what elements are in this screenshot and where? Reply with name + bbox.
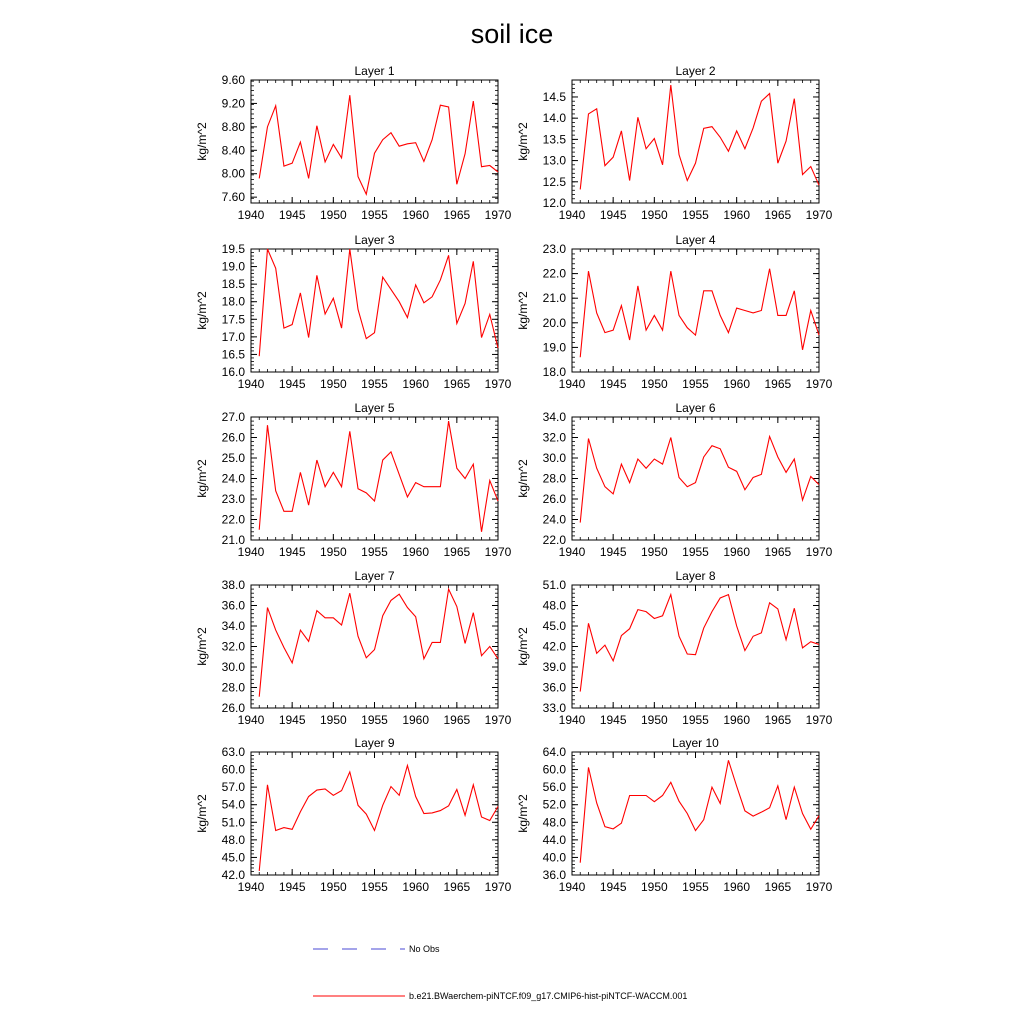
y-tick-label: 16.5 — [221, 347, 245, 362]
x-tick-label: 1955 — [682, 713, 709, 727]
x-tick-label: 1970 — [805, 377, 833, 391]
x-tick-label: 1960 — [723, 880, 751, 894]
plot-frame — [251, 752, 498, 875]
y-tick-label: 44.0 — [542, 832, 566, 847]
y-tick-label: 48.0 — [542, 598, 566, 613]
y-axis-label: kg/m^2 — [516, 627, 530, 666]
chart-panel-6 — [516, 401, 833, 559]
x-tick-label: 1960 — [402, 880, 430, 894]
y-axis-label: kg/m^2 — [195, 794, 209, 833]
series-line — [580, 436, 819, 522]
y-tick-label: 45.0 — [221, 850, 245, 865]
y-tick-label: 18.0 — [542, 365, 566, 379]
series-line — [580, 269, 819, 358]
x-tick-label: 1970 — [484, 377, 512, 391]
y-axis-label: kg/m^2 — [516, 794, 530, 833]
y-tick-label: 48.0 — [221, 832, 245, 847]
x-tick-label: 1945 — [278, 880, 306, 894]
y-tick-label: 32.0 — [542, 430, 566, 445]
y-tick-label: 9.20 — [221, 96, 245, 111]
y-tick-label: 16.0 — [221, 365, 245, 379]
y-tick-label: 28.0 — [542, 471, 566, 486]
x-tick-label: 1965 — [443, 377, 471, 391]
y-tick-label: 28.0 — [221, 680, 245, 695]
y-tick-label: 30.0 — [542, 451, 566, 465]
plot-frame — [572, 80, 819, 203]
y-tick-label: 7.60 — [221, 190, 245, 205]
x-tick-label: 1955 — [361, 713, 388, 727]
figure-title: soil ice — [470, 19, 554, 49]
x-tick-label: 1945 — [599, 713, 627, 727]
x-tick-label: 1950 — [319, 545, 347, 559]
y-tick-label: 26.0 — [221, 701, 245, 715]
chart-panel-8 — [516, 569, 833, 727]
plot-frame — [572, 752, 819, 875]
x-tick-label: 1960 — [723, 208, 751, 222]
x-tick-label: 1970 — [484, 208, 512, 222]
series-line — [259, 421, 498, 532]
plot-frame — [251, 585, 498, 708]
y-tick-label: 36.0 — [221, 598, 245, 613]
plot-frame — [251, 417, 498, 540]
y-tick-label: 9.60 — [221, 73, 245, 87]
y-tick-label: 51.0 — [221, 815, 245, 830]
x-tick-label: 1950 — [640, 713, 668, 727]
series-line — [259, 589, 498, 697]
y-tick-label: 18.5 — [221, 277, 245, 292]
y-tick-label: 24.0 — [221, 471, 245, 486]
chart-panel-9 — [195, 736, 512, 894]
y-tick-label: 33.0 — [542, 701, 566, 715]
panel-title: Layer 1 — [354, 64, 395, 78]
x-tick-label: 1960 — [723, 713, 751, 727]
x-tick-label: 1940 — [237, 377, 265, 391]
panel-title: Layer 6 — [675, 401, 716, 415]
x-tick-label: 1970 — [805, 545, 833, 559]
x-tick-label: 1960 — [402, 377, 430, 391]
x-tick-label: 1965 — [764, 377, 792, 391]
x-tick-label: 1970 — [484, 545, 512, 559]
y-tick-label: 36.0 — [542, 680, 566, 695]
y-tick-label: 20.0 — [542, 315, 566, 330]
y-tick-label: 32.0 — [221, 639, 245, 654]
x-tick-label: 1955 — [682, 208, 709, 222]
y-tick-label: 14.0 — [542, 111, 566, 126]
panel-title: Layer 5 — [354, 401, 395, 415]
chart-panel-1 — [195, 64, 512, 222]
chart-panel-3 — [195, 233, 512, 391]
plot-frame — [251, 80, 498, 203]
y-tick-label: 34.0 — [221, 619, 245, 633]
x-tick-label: 1945 — [278, 377, 306, 391]
y-tick-label: 22.0 — [542, 533, 566, 547]
x-tick-label: 1960 — [402, 545, 430, 559]
y-tick-label: 51.0 — [542, 578, 566, 592]
x-tick-label: 1940 — [558, 545, 586, 559]
y-axis-label: kg/m^2 — [195, 291, 209, 330]
y-tick-label: 52.0 — [542, 797, 566, 812]
chart-panel-10 — [516, 736, 833, 894]
y-tick-label: 14.5 — [542, 89, 566, 104]
panel-title: Layer 9 — [354, 736, 395, 750]
x-tick-label: 1960 — [723, 377, 751, 391]
x-tick-label: 1950 — [640, 377, 668, 391]
y-tick-label: 22.0 — [221, 512, 245, 527]
panel-title: Layer 8 — [675, 569, 716, 583]
x-tick-label: 1940 — [237, 713, 265, 727]
y-tick-label: 25.0 — [221, 451, 245, 465]
x-tick-label: 1945 — [599, 545, 627, 559]
y-axis-label: kg/m^2 — [195, 459, 209, 498]
y-tick-label: 23.0 — [542, 242, 566, 256]
y-tick-label: 39.0 — [542, 660, 566, 674]
x-tick-label: 1945 — [278, 545, 306, 559]
x-tick-label: 1970 — [805, 208, 833, 222]
x-tick-label: 1970 — [805, 713, 833, 727]
x-tick-label: 1970 — [484, 880, 512, 894]
x-tick-label: 1945 — [599, 880, 627, 894]
y-tick-label: 34.0 — [542, 410, 566, 424]
x-tick-label: 1960 — [402, 713, 430, 727]
y-tick-label: 23.0 — [221, 492, 245, 506]
x-tick-label: 1965 — [443, 545, 471, 559]
x-tick-label: 1965 — [443, 208, 471, 222]
panel-title: Layer 10 — [672, 736, 719, 750]
y-tick-label: 42.0 — [542, 639, 566, 654]
x-tick-label: 1965 — [764, 545, 792, 559]
y-tick-label: 27.0 — [221, 410, 245, 424]
plot-frame — [572, 585, 819, 708]
y-tick-label: 19.0 — [542, 340, 566, 355]
x-tick-label: 1965 — [764, 880, 792, 894]
y-axis-label: kg/m^2 — [195, 122, 209, 161]
x-tick-label: 1950 — [640, 208, 668, 222]
y-tick-label: 12.0 — [542, 196, 566, 210]
plot-frame — [572, 249, 819, 372]
y-tick-label: 36.0 — [542, 868, 566, 882]
y-tick-label: 26.0 — [221, 430, 245, 445]
x-tick-label: 1940 — [237, 880, 265, 894]
y-tick-label: 8.80 — [221, 119, 245, 134]
x-tick-label: 1965 — [764, 713, 792, 727]
x-tick-label: 1955 — [361, 377, 388, 391]
x-tick-label: 1960 — [723, 545, 751, 559]
y-tick-label: 57.0 — [221, 780, 245, 795]
panel-title: Layer 7 — [354, 569, 395, 583]
y-tick-label: 40.0 — [542, 850, 566, 865]
x-tick-label: 1950 — [319, 377, 347, 391]
y-tick-label: 26.0 — [542, 492, 566, 506]
x-tick-label: 1945 — [278, 208, 306, 222]
x-tick-label: 1960 — [402, 208, 430, 222]
legend — [313, 944, 687, 1001]
x-tick-label: 1970 — [484, 713, 512, 727]
x-tick-label: 1940 — [558, 377, 586, 391]
x-tick-label: 1955 — [361, 208, 388, 222]
series-line — [259, 95, 498, 194]
x-tick-label: 1950 — [319, 880, 347, 894]
y-axis-label: kg/m^2 — [516, 122, 530, 161]
y-tick-label: 12.5 — [542, 174, 566, 189]
x-tick-label: 1950 — [319, 713, 347, 727]
x-tick-label: 1940 — [558, 880, 586, 894]
x-tick-label: 1955 — [682, 880, 709, 894]
y-tick-label: 24.0 — [542, 512, 566, 527]
panels-group — [195, 64, 833, 894]
chart-panel-2 — [516, 64, 833, 222]
x-tick-label: 1955 — [682, 545, 709, 559]
y-tick-label: 60.0 — [542, 762, 566, 777]
y-tick-label: 30.0 — [221, 660, 245, 674]
x-tick-label: 1950 — [640, 880, 668, 894]
x-tick-label: 1970 — [805, 880, 833, 894]
y-tick-label: 45.0 — [542, 619, 566, 633]
x-tick-label: 1940 — [558, 713, 586, 727]
y-tick-label: 60.0 — [221, 762, 245, 777]
x-tick-label: 1945 — [278, 713, 306, 727]
x-tick-label: 1965 — [443, 713, 471, 727]
y-tick-label: 48.0 — [542, 815, 566, 830]
y-tick-label: 42.0 — [221, 868, 245, 882]
y-axis-label: kg/m^2 — [516, 291, 530, 330]
series-line — [580, 760, 819, 862]
y-tick-label: 8.40 — [221, 143, 245, 158]
x-tick-label: 1945 — [599, 208, 627, 222]
x-tick-label: 1955 — [361, 545, 388, 559]
y-tick-label: 63.0 — [221, 745, 245, 759]
chart-panel-4 — [516, 233, 833, 391]
legend-obs-label: No Obs — [409, 944, 440, 954]
y-tick-label: 17.0 — [221, 329, 245, 344]
series-line — [580, 85, 819, 189]
y-tick-label: 38.0 — [221, 578, 245, 592]
panel-title: Layer 3 — [354, 233, 395, 247]
y-axis-label: kg/m^2 — [516, 459, 530, 498]
y-tick-label: 13.0 — [542, 153, 566, 168]
x-tick-label: 1950 — [319, 208, 347, 222]
y-tick-label: 19.5 — [221, 242, 245, 256]
y-tick-label: 22.0 — [542, 266, 566, 281]
y-tick-label: 21.0 — [542, 291, 566, 306]
x-tick-label: 1950 — [640, 545, 668, 559]
x-tick-label: 1965 — [443, 880, 471, 894]
panel-title: Layer 2 — [675, 64, 716, 78]
x-tick-label: 1940 — [558, 208, 586, 222]
y-tick-label: 64.0 — [542, 745, 566, 759]
plot-frame — [251, 249, 498, 372]
x-tick-label: 1955 — [682, 377, 709, 391]
series-line — [259, 249, 498, 356]
y-tick-label: 56.0 — [542, 780, 566, 795]
x-tick-label: 1940 — [237, 208, 265, 222]
y-tick-label: 17.5 — [221, 312, 245, 327]
x-tick-label: 1945 — [599, 377, 627, 391]
legend-model-label: b.e21.BWaerchem-piNTCF.f09_g17.CMIP6-hist-piNTCF-WACCM.001 — [409, 991, 688, 1001]
x-tick-label: 1940 — [237, 545, 265, 559]
chart-panel-7 — [195, 569, 512, 727]
x-tick-label: 1965 — [764, 208, 792, 222]
y-tick-label: 19.0 — [221, 259, 245, 274]
series-line — [580, 595, 819, 692]
y-tick-label: 13.5 — [542, 132, 566, 147]
plot-frame — [572, 417, 819, 540]
chart-panel-5 — [195, 401, 512, 559]
series-line — [259, 765, 498, 870]
y-tick-label: 8.00 — [221, 166, 245, 181]
y-tick-label: 18.0 — [221, 294, 245, 309]
panel-title: Layer 4 — [675, 233, 716, 247]
y-tick-label: 21.0 — [221, 533, 245, 547]
x-tick-label: 1955 — [361, 880, 388, 894]
y-tick-label: 54.0 — [221, 797, 245, 812]
y-axis-label: kg/m^2 — [195, 627, 209, 666]
